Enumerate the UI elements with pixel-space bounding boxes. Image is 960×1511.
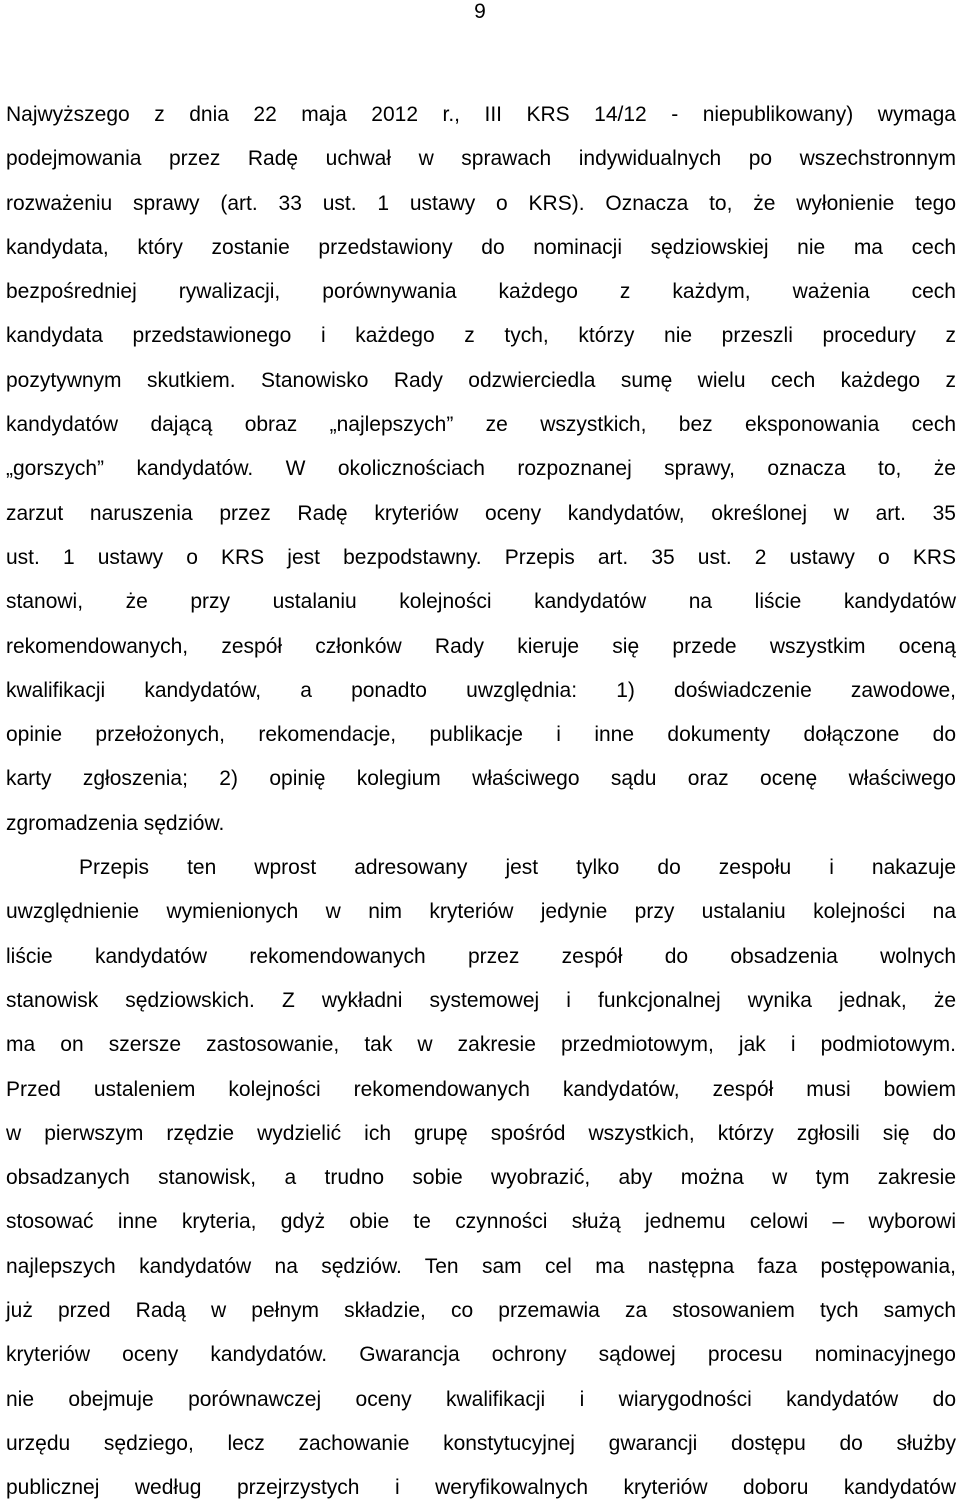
text-line: nie obejmuje porównawczej oceny kwalifikacji i wiarygodności kandydatów do (6, 1387, 956, 1411)
text-line: opinie przełożonych, rekomendacje, publikacje i inne dokumenty dołączone do (6, 723, 956, 747)
text-line: kwalifikacji kandydatów, a ponadto uwzględnia: 1) doświadczenie zawodowe, (6, 678, 956, 702)
text-line: zgromadzenia sędziów. (6, 811, 225, 835)
text-line: urzędu sędziego, lecz zachowanie konstytucyjnej gwarancji dostępu do służby (6, 1431, 956, 1455)
text-line: karty zgłoszenia; 2) opinię kolegium właściwego sądu oraz ocenę właściwego (6, 767, 956, 791)
text-line: liście kandydatów rekomendowanych przez zespół do obsadzenia wolnych (6, 944, 956, 968)
text-line: w pierwszym rzędzie wydzielić ich grupę spośród wszystkich, którzy zgłosili się do (6, 1121, 956, 1145)
text-line: kandydata, który zostanie przedstawiony do nominacji sędziowskiej nie ma cech (6, 235, 956, 259)
text-line: stanowi, że przy ustalaniu kolejności kandydatów na liście kandydatów (6, 590, 956, 614)
text-line: Przepis ten wprost adresowany jest tylko do zespołu i nakazuje (79, 856, 956, 880)
text-line: najlepszych kandydatów na sędziów. Ten sam cel ma następna faza postępowania, (6, 1254, 956, 1278)
text-line: podejmowania przez Radę uchwał w sprawach indywidualnych po wszechstronnym (6, 147, 956, 171)
text-line: pozytywnym skutkiem. Stanowisko Rady odzwierciedla sumę wielu cech każdego z (6, 368, 956, 392)
page-number: 9 (474, 0, 486, 23)
document-body (6, 93, 956, 1511)
text-line: kandydata przedstawionego i każdego z tych, którzy nie przeszli procedury z (6, 324, 956, 348)
text-line: bezpośredniej rywalizacji, porównywania każdego z każdym, ważenia cech (6, 280, 956, 304)
text-line: obsadzanych stanowisk, a trudno sobie wyobrazić, aby można w tym zakresie (6, 1166, 956, 1190)
text-line: stosować inne kryteria, gdyż obie te czynności służą jednemu celowi – wyborowi (6, 1210, 956, 1234)
text-line: rekomendowanych, zespół członków Rady kieruje się przede wszystkim oceną (6, 634, 956, 658)
text-line: „gorszych” kandydatów. W okolicznościach rozpoznanej sprawy, oznacza to, że (6, 457, 956, 481)
text-line: stanowisk sędziowskich. Z wykładni systemowej i funkcjonalnej wynika jednak, że (6, 988, 956, 1012)
text-line: rozważeniu sprawy (art. 33 ust. 1 ustawy o KRS). Oznacza to, że wyłonienie tego (6, 191, 956, 215)
text-line: zarzut naruszenia przez Radę kryteriów oceny kandydatów, określonej w art. 35 (6, 501, 956, 525)
text-line: już przed Radą w pełnym składzie, co przemawia za stosowaniem tych samych (6, 1299, 956, 1323)
text-line: Przed ustaleniem kolejności rekomendowanych kandydatów, zespół musi bowiem (6, 1077, 956, 1101)
text-line: Najwyższego z dnia 22 maja 2012 r., III KRS 14/12 - niepublikowany) wymaga (6, 103, 956, 126)
text-line: kandydatów dającą obraz „najlepszych” ze wszystkich, bez eksponowania cech (6, 413, 956, 437)
text-line: uwzględnienie wymienionych w nim kryteriów jedynie przy ustalaniu kolejności na (6, 900, 956, 924)
text-line: publicznej według przejrzystych i weryfikowalnych kryteriów doboru kandydatów (6, 1476, 956, 1500)
text-line: kryteriów oceny kandydatów. Gwarancja ochrony sądowej procesu nominacyjnego (6, 1343, 956, 1367)
text-line: ma on szersze zastosowanie, tak w zakresie przedmiotowym, jak i podmiotowym. (6, 1033, 956, 1057)
text-line: ust. 1 ustawy o KRS jest bezpodstawny. Przepis art. 35 ust. 2 ustawy o KRS (6, 545, 956, 569)
